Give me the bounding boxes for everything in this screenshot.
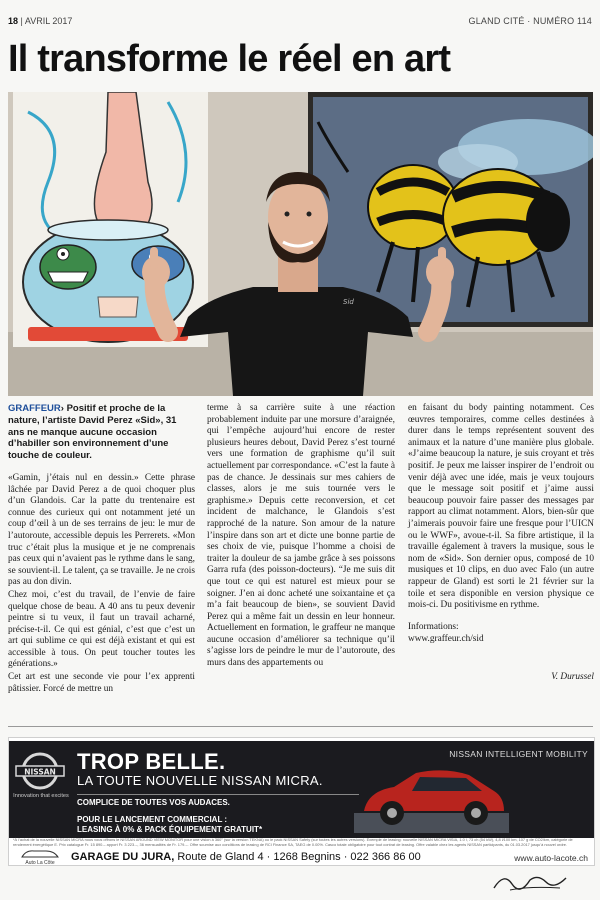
photographer-signature-icon xyxy=(490,868,570,894)
article-headline: Il transforme le réel en art xyxy=(8,38,451,80)
garage-address: Route de Gland 4 · 1268 Begnins · 022 366 86 00 xyxy=(177,851,421,863)
info-link[interactable]: www.graffeur.ch/sid xyxy=(408,634,484,645)
body-paragraph: Chez moi, c’est du travail, de l’envie de faire quelque chose de beau. A 40 ans tu peux devenir peintre si tu veux, il faut un travail acharné, précise-t-il. Ce qui est génial, c’est que c’est un art qui sublime ce qui est déjà existant et qui est accessible à tous. On peut toucher toutes les générations.» xyxy=(8,589,195,670)
page-number: 18 xyxy=(8,16,19,26)
garage-logo xyxy=(15,849,65,866)
garage-info xyxy=(71,851,421,863)
article-signature: V. Durussel xyxy=(551,671,594,682)
body-paragraph: «Gamin, j’étais nul en dessin.» Cette phrase lâchée par David Perez a de quoi choquer plus d’un Glandois. Car la patte du trentenaire est connue des curieux qui ont notamment jeté un coup d’œil à un de ses terrains de jeu: le mur de l’autoroute, accessible depuis les Perrerets. «Mon truc c’était plus la musique et je ne comprenais pas ceux qui n’avaient pas le rythme dans le sang, se souvient-il. Le talent, ça se travaille. Je ne crois pas au don divin. xyxy=(8,472,195,588)
article-photo xyxy=(8,92,593,396)
nissan-logo-icon xyxy=(15,751,65,791)
article-column-2 xyxy=(207,403,395,715)
svg-text:Sid: Sid xyxy=(343,298,354,306)
body-paragraph: en faisant du body painting notamment. Ces œuvres temporaires, comme celles destinées à durer dans le temps représentent souvent des animaux et la nature d’une manière plus globale. «J’aime beaucoup la nature, je suis croyant et très positif. Je peux me laisser inspirer de l’endroit ou venir déjà avec une idée, mais je veux toujours que le message soit positif et j’aime aussi beaucoup pouvoir faire passer des messages par rapport au climat notamment. Alors, bien-sûr que j’aimerais pouvoir faire une fresque pour l’UICN ou le WWF», avoue-t-il. Sa fibre artistique, il la travaille également à travers la musique, sous le nom de «Sid». Son dernier opus, composé de 10 musiques et 10 clips, en duo avec Falo (un autre rappeur de Gland) est sorti le 21 février sur la toile et sera disponible en version physique ce mois-ci. Du positivisme en rythme. xyxy=(408,403,594,611)
garage-logo-text: Auto La Côte xyxy=(25,860,55,866)
nissan-logo-text: NISSAN xyxy=(24,767,56,777)
ad-subtitle: LA TOUTE NOUVELLE NISSAN MICRA. xyxy=(77,773,323,788)
issue-date: AVRIL 2017 xyxy=(24,16,73,26)
ad-complement: COMPLICE DE TOUTES VOS AUDACES. xyxy=(77,798,230,807)
ad-launch-line-2: LEASING À 0% & PACK ÉQUIPEMENT GRATUIT* xyxy=(77,825,263,834)
garage-logo-icon xyxy=(20,849,60,858)
body-paragraph: Cet art est une seconde vie pour l’ex apprenti pâtissier. Forcé de mettre un xyxy=(8,672,195,694)
ad-divider-line xyxy=(77,794,359,795)
info-label: Informations: xyxy=(408,621,459,632)
garage-url[interactable]: www.auto-lacote.ch xyxy=(514,853,588,863)
ad-title: TROP BELLE. xyxy=(77,749,226,774)
ad-launch-line-1: POUR LE LANCEMENT COMMERCIAL : xyxy=(77,815,228,824)
ad-brand-tagline: Innovation that excites xyxy=(13,793,69,799)
lead-text: › Positif et proche de la nature, l’artiste David Perez «Sid», 31 ans ne manque aucune occasion d’habiller son environnement d’une touche de couleur. xyxy=(8,403,177,462)
body-paragraph: terme à sa carrière suite à une réaction probablement induite par une morsure d’araignée, qui l’empêche aujourd’hui encore de rester plusieurs heures debout, David Perez s’est tourné vers une formation de graphisme qu’il suit actuellement par correspondance. «C’est la faute à pas de chance. Je dessinais sur mes cahiers de classes, alors je me suis tournée vers le graphisme.» Depuis cette reconversion, et cet incident de malchance, le Glandois s’est rapproché de la nature. Son amour de la nature l’inspire dans son art et dicte une bonne partie de ses choix de vie, puisque l’homme a choisi de traiter la douleur de sa jambe grâce à ses poissons Garra rufa (des poisson-docteurs). “Je me suis dit que tout ce qui est naturel est mieux pour se soigner. J’en ai donc acheté une soixantaine et ça m’a fait beaucoup de bien», se souvient David Perez qui a même fait un dessin en leur honneur. Actuellement en formation, le graffeur ne manque aucune occasion d’améliorer sa technique qu’il s’agisse lors de peindre le mur de l’autoroute, des murs dans des appartements ou xyxy=(207,403,395,669)
ad-brand-right: NISSAN INTELLIGENT MOBILITY xyxy=(449,749,588,759)
ad-divider xyxy=(8,726,593,727)
article-lead xyxy=(8,403,195,462)
header-separator: | xyxy=(20,16,25,26)
ad-launch-offer xyxy=(77,815,262,835)
ad-fineprint: *À l’achat de la nouvelle NISSAN MICRA nous vous offrons le NISSAN AROUND VIEW MONITOR pour une vision à 360° (sur la version TEKNA) ou le pack NISSAN Safety (sur toutes les autres versions). Exemple de leasing: nouvelle NISSAN MICRA VISIA, 1.0 l, 73 ch (54 kW), 4,8 l/100 km, 107 g de CO2/km, catégorie de rendement énergétique E. Prix catalogue Fr. 15 890.– apport Fr. 3 223.–, 36 mensualités de Fr. 179.–. Offre soumise aux conditions de leasing de RCI Finance SA, TAEG de 0.00%. Casco totale obligatoire pour tout contrat de leasing. Offre valable chez les agents NISSAN participants, du 01.03.2017 jusqu’à nouvel ordre. xyxy=(13,837,573,847)
fishbowl-painting xyxy=(13,92,208,347)
photo-illustration xyxy=(8,92,593,396)
nissan-advertisement[interactable] xyxy=(8,737,595,866)
lead-kicker: GRAFFEUR xyxy=(8,403,61,414)
car-icon xyxy=(354,761,509,833)
garage-name: GARAGE DU JURA, xyxy=(71,851,175,863)
publication-name: GLAND CITÉ · NUMÉRO 114 xyxy=(468,16,592,26)
ad-banner xyxy=(9,741,594,838)
article-column-3 xyxy=(408,403,594,715)
page-header xyxy=(8,16,592,30)
article-column-1 xyxy=(8,403,195,715)
